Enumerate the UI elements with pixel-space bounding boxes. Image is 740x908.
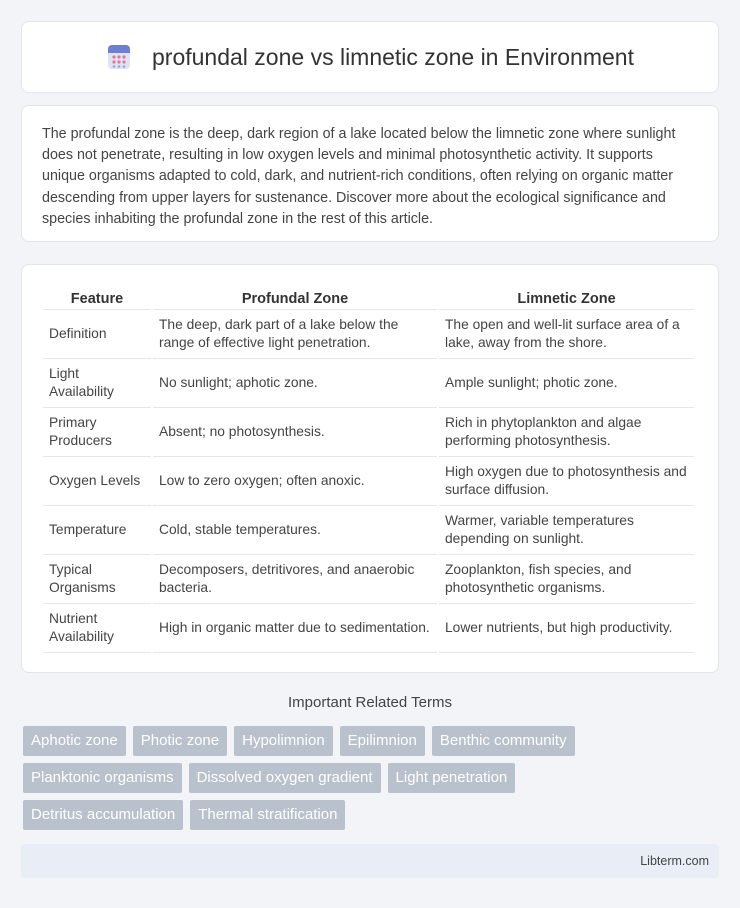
header-feature: Feature <box>43 285 151 310</box>
comparison-card <box>21 264 719 673</box>
row-limnetic: The open and well-lit surface area of a lake, away from the shore. <box>439 310 694 359</box>
header-card <box>21 21 719 93</box>
header-profundal: Profundal Zone <box>153 285 437 310</box>
row-profundal: Cold, stable temperatures. <box>153 506 437 555</box>
table-row <box>43 408 694 457</box>
table-row <box>43 604 694 653</box>
row-feature: Temperature <box>43 506 151 555</box>
tag-thermal-stratification[interactable]: Thermal stratification <box>190 800 345 830</box>
page-title: profundal zone vs limnetic zone in Environment <box>152 43 634 70</box>
tag-benthic-community[interactable]: Benthic community <box>432 726 575 756</box>
table-row <box>43 310 694 359</box>
row-limnetic: Warmer, variable temperatures depending on sunlight. <box>439 506 694 555</box>
related-terms-list <box>23 726 723 837</box>
table-row <box>43 506 694 555</box>
comparison-table <box>41 285 696 653</box>
row-profundal: No sunlight; aphotic zone. <box>153 359 437 408</box>
tag-detritus-accumulation[interactable]: Detritus accumulation <box>23 800 183 830</box>
row-limnetic: Rich in phytoplankton and algae performing photosynthesis. <box>439 408 694 457</box>
row-feature: Primary Producers <box>43 408 151 457</box>
table-row <box>43 555 694 604</box>
row-profundal: Decomposers, detritivores, and anaerobic bacteria. <box>153 555 437 604</box>
tag-aphotic-zone[interactable]: Aphotic zone <box>23 726 126 756</box>
tag-photic-zone[interactable]: Photic zone <box>133 726 227 756</box>
table-row <box>43 359 694 408</box>
row-profundal: Low to zero oxygen; often anoxic. <box>153 457 437 506</box>
row-profundal: The deep, dark part of a lake below the range of effective light penetration. <box>153 310 437 359</box>
header-limnetic: Limnetic Zone <box>439 285 694 310</box>
calculator-icon <box>106 44 132 70</box>
row-profundal: Absent; no photosynthesis. <box>153 408 437 457</box>
related-terms-title: Important Related Terms <box>288 694 452 711</box>
footer-site-link[interactable]: Libterm.com <box>640 854 709 868</box>
row-limnetic: High oxygen due to photosynthesis and surface diffusion. <box>439 457 694 506</box>
tag-hypolimnion[interactable]: Hypolimnion <box>234 726 333 756</box>
row-limnetic: Ample sunlight; photic zone. <box>439 359 694 408</box>
row-feature: Definition <box>43 310 151 359</box>
tag-planktonic-organisms[interactable]: Planktonic organisms <box>23 763 182 793</box>
row-profundal: High in organic matter due to sedimentation. <box>153 604 437 653</box>
table-row <box>43 457 694 506</box>
table-header-row <box>43 285 694 310</box>
footer <box>21 844 719 878</box>
row-limnetic: Lower nutrients, but high productivity. <box>439 604 694 653</box>
row-feature: Typical Organisms <box>43 555 151 604</box>
row-limnetic: Zooplankton, fish species, and photosynthetic organisms. <box>439 555 694 604</box>
row-feature: Nutrient Availability <box>43 604 151 653</box>
intro-card <box>21 105 719 242</box>
tag-light-penetration[interactable]: Light penetration <box>388 763 516 793</box>
tag-dissolved-oxygen-gradient[interactable]: Dissolved oxygen gradient <box>189 763 381 793</box>
intro-text: The profundal zone is the deep, dark region of a lake located below the limnetic zone where sunlight does not penetrate, resulting in low oxygen levels and minimal photosynthetic activity. It supports unique organisms adapted to cold, dark, and nutrient-rich conditions, often relying on organic matter descending from upper layers for sustenance. Discover more about the ecological significance and species inhabiting the profundal zone in the rest of this article. <box>42 126 676 227</box>
row-feature: Light Availability <box>43 359 151 408</box>
row-feature: Oxygen Levels <box>43 457 151 506</box>
tag-epilimnion[interactable]: Epilimnion <box>340 726 425 756</box>
